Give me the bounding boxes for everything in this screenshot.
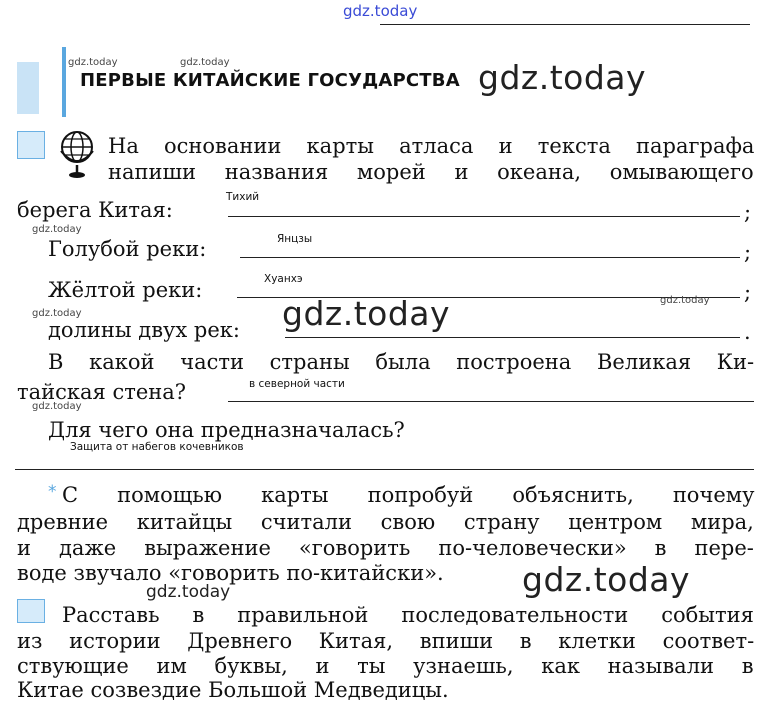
answer-line: [240, 257, 740, 258]
watermark-small: gdz.today: [68, 57, 118, 68]
question-yellow-river: Жёлтой реки:: [48, 278, 203, 302]
task-number-box: [17, 131, 45, 159]
question-blue-river: Голубой реки:: [48, 237, 207, 261]
section-marker: [17, 62, 39, 114]
watermark-small: gdz.today: [32, 401, 82, 412]
semicolon: ;: [744, 280, 752, 304]
answer-line: [15, 469, 754, 470]
answer-wall: в северной части: [249, 378, 345, 390]
answer-line: [228, 216, 740, 217]
answer-line: [228, 401, 754, 402]
star-marker: *: [48, 482, 57, 502]
answer-line: [285, 337, 740, 338]
watermark-top: gdz.today: [343, 2, 418, 20]
period: .: [744, 320, 751, 344]
question-wall: тайская стена?: [17, 380, 187, 404]
watermark-big: gdz.today: [478, 58, 647, 97]
answer-yellow-river: Хуанхэ: [264, 273, 303, 285]
task3-line: Расставь в правильной последовательности события: [62, 603, 754, 627]
watermark-medium: gdz.today: [146, 582, 231, 602]
question-coast: берега Китая:: [17, 198, 173, 222]
semicolon: ;: [744, 240, 752, 264]
task2-line: и даже выражение «говорить по-человечески» в пере-: [17, 536, 754, 560]
answer-purpose: Защита от набегов кочевников: [70, 441, 244, 453]
answer-coast: Тихий: [226, 191, 260, 203]
question-purpose: Для чего она предназначалась?: [48, 418, 405, 442]
task2-line: древние китайцы считали свою страну центром мира,: [17, 510, 754, 534]
answer-blue-river: Янцзы: [277, 233, 313, 245]
task3-line: из истории Древнего Китая, впиши в клетки соответ-: [17, 629, 755, 653]
watermark-big: gdz.today: [282, 294, 451, 333]
task3-line: ствующие им буквы, и ты узнаешь, как называли в: [17, 654, 754, 678]
page-title: ПЕРВЫЕ КИТАЙСКИЕ ГОСУДАРСТВА: [80, 70, 460, 91]
watermark-small: gdz.today: [180, 57, 230, 68]
task-number-box: [17, 599, 45, 623]
task2-line: воде звучало «говорить по-китайски».: [17, 561, 444, 585]
top-rule: [380, 24, 750, 25]
question-valley: долины двух рек:: [48, 318, 240, 342]
globe-icon: [57, 127, 97, 181]
task1-line: На основании карты атласа и текста параграфа: [108, 134, 755, 158]
task3-line: Китае созвездие Большой Медведицы.: [17, 678, 449, 702]
watermark-big: gdz.today: [522, 560, 691, 599]
semicolon: ;: [744, 200, 752, 224]
task2-line: С помощью карты попробуй объяснить, почему: [62, 483, 755, 507]
task1-line: напиши названия морей и океана, омывающего: [108, 160, 754, 184]
watermark-small: gdz.today: [32, 308, 82, 319]
watermark-small: gdz.today: [32, 224, 82, 235]
question-wall: В какой части страны была построена Великая Ки-: [48, 350, 755, 374]
watermark-small: gdz.today: [660, 295, 710, 306]
section-bar: [62, 47, 66, 117]
